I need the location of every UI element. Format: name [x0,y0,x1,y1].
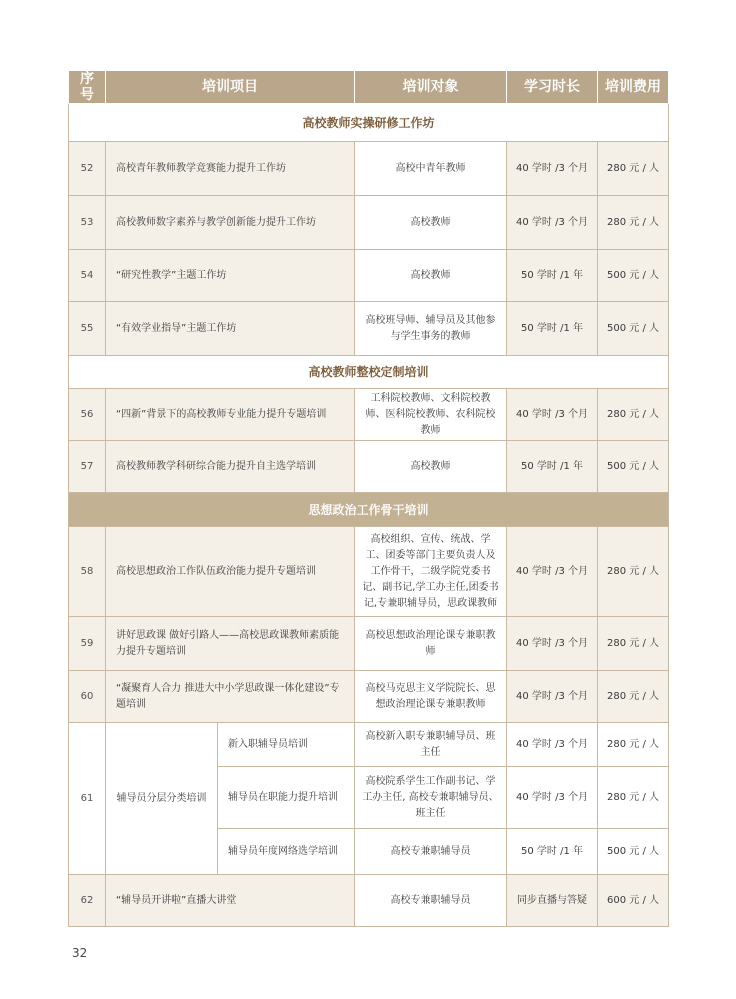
header-serial: 序号 [69,71,106,104]
row-duration: 50 学时 /1 年 [507,829,598,875]
header-duration: 学习时长 [507,71,598,104]
training-table [68,70,669,927]
row-duration: 同步直播与答疑 [507,875,598,927]
row-project: 辅导员分层分类培训 [106,723,218,875]
table-row [69,196,669,250]
row-serial: 53 [69,196,106,250]
row-serial: 55 [69,302,106,356]
row-project: 高校教师教学科研综合能力提升自主选学培训 [106,441,355,493]
row-duration: 50 学时 /1 年 [507,250,598,302]
section-row [69,104,669,142]
row-duration: 40 学时 /3 个月 [507,617,598,671]
row-target: 高校新入职专兼职辅导员、班主任 [355,723,507,767]
header-fee: 培训费用 [598,71,669,104]
row-subproject: 新入职辅导员培训 [218,723,355,767]
header-project: 培训项目 [106,71,355,104]
row-serial: 56 [69,389,106,441]
row-fee: 280 元 / 人 [598,389,669,441]
row-duration: 40 学时 /3 个月 [507,723,598,767]
row-project: “辅导员开讲啦”直播大讲堂 [106,875,355,927]
row-project: 高校思想政治工作队伍政治能力提升专题培训 [106,527,355,617]
row-fee: 600 元 / 人 [598,875,669,927]
row-project: 讲好思政课 做好引路人——高校思政课教师素质能力提升专题培训 [106,617,355,671]
row-serial: 58 [69,527,106,617]
row-duration: 50 学时 /1 年 [507,302,598,356]
table-row [69,441,669,493]
row-fee: 280 元 / 人 [598,142,669,196]
row-fee: 500 元 / 人 [598,441,669,493]
row-target: 高校教师 [355,250,507,302]
section-title: 思想政治工作骨干培训 [69,493,669,527]
section-row [69,493,669,527]
row-duration: 40 学时 /3 个月 [507,142,598,196]
row-duration: 40 学时 /3 个月 [507,671,598,723]
table-row [69,142,669,196]
row-target: 工科院校教师、文科院校教师、医科院校教师、农科院校教师 [355,389,507,441]
row-fee: 280 元 / 人 [598,671,669,723]
table-row [69,617,669,671]
row-duration: 40 学时 /3 个月 [507,767,598,829]
row-fee: 500 元 / 人 [598,829,669,875]
row-duration: 40 学时 /3 个月 [507,527,598,617]
row-duration: 50 学时 /1 年 [507,441,598,493]
row-fee: 280 元 / 人 [598,617,669,671]
row-duration: 40 学时 /3 个月 [507,196,598,250]
row-serial: 60 [69,671,106,723]
row-target: 高校马克思主义学院院长、思想政治理论课专兼职教师 [355,671,507,723]
row-fee: 500 元 / 人 [598,250,669,302]
row-project: “四新”背景下的高校教师专业能力提升专题培训 [106,389,355,441]
table-header-row [69,71,669,104]
table-row [69,723,669,767]
row-fee: 280 元 / 人 [598,196,669,250]
row-fee: 280 元 / 人 [598,723,669,767]
table-row [69,875,669,927]
page-number: 32 [72,946,88,960]
row-target: 高校院系学生工作副书记、学工办主任, 高校专兼职辅导员、班主任 [355,767,507,829]
row-serial: 52 [69,142,106,196]
table-row [69,389,669,441]
table-row [69,527,669,617]
row-target: 高校思想政治理论课专兼职教师 [355,617,507,671]
row-target: 高校教师 [355,441,507,493]
section-title: 高校教师实操研修工作坊 [69,104,669,142]
row-fee: 280 元 / 人 [598,767,669,829]
row-fee: 280 元 / 人 [598,527,669,617]
row-subproject: 辅导员在职能力提升培训 [218,767,355,829]
row-fee: 500 元 / 人 [598,302,669,356]
section-row [69,356,669,389]
row-target: 高校教师 [355,196,507,250]
row-serial: 57 [69,441,106,493]
row-target: 高校专兼职辅导员 [355,829,507,875]
row-project: 高校教师数字素养与教学创新能力提升工作坊 [106,196,355,250]
table-row [69,671,669,723]
table-row [69,250,669,302]
row-subproject: 辅导员年度网络选学培训 [218,829,355,875]
row-target: 高校专兼职辅导员 [355,875,507,927]
row-serial: 59 [69,617,106,671]
header-target: 培训对象 [355,71,507,104]
row-project: “研究性教学”主题工作坊 [106,250,355,302]
row-target: 高校班导师、辅导员及其他参与学生事务的教师 [355,302,507,356]
row-serial: 62 [69,875,106,927]
row-serial: 61 [69,723,106,875]
section-title: 高校教师整校定制培训 [69,356,669,389]
row-target: 高校组织、宣传、统战、学工、团委等部门主要负责人及工作骨干，二级学院党委书记、副书记,学工办主任,团委书记,专兼职辅导员，思政课教师 [355,527,507,617]
row-target: 高校中青年教师 [355,142,507,196]
row-project: “有效学业指导”主题工作坊 [106,302,355,356]
row-project: 高校青年教师教学竞赛能力提升工作坊 [106,142,355,196]
row-project: “凝聚育人合力 推进大中小学思政课一体化建设”专题培训 [106,671,355,723]
row-serial: 54 [69,250,106,302]
table-row [69,302,669,356]
row-duration: 40 学时 /3 个月 [507,389,598,441]
